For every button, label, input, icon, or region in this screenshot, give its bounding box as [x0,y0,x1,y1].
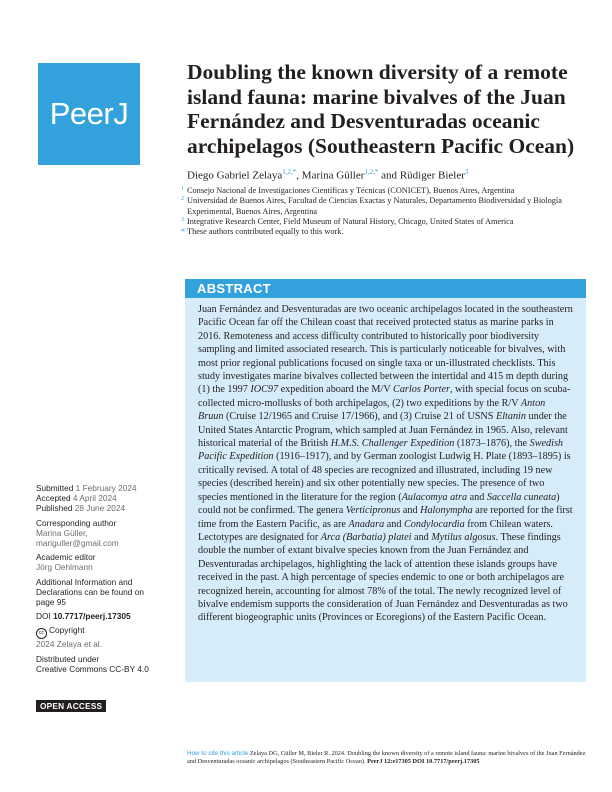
author-affil-marker: 1,2,* [364,168,379,176]
abstract-text-segment: . These findings double the number of extant bivalve species known from the Juan Fernández and Desventuradas archipelagos, highlighting the lack of attention these islands groups have received in the past. A high percentage of species endemic to one or both archipelagos are recognized herein, accounting for almost 78% of the total. The newly recognized level of bivalve endemism supports the consideration of Juan Fernández and Desventuradas as two different biogeographic units (Provinces or Ecoregions) of the Eastern Pacific Ocean. [198,531,568,624]
creative-commons-icon: cc [36,628,47,639]
editor-name: Jörg Oehlmann [36,562,93,573]
affiliation-text: Integrative Research Center, Field Museum of Natural History, Chicago, United States of America [187,216,514,226]
abstract-italic-term: Aulacomya atra [401,491,468,503]
abstract-italic-term: Condylocardia [403,518,465,530]
doi-row [36,611,174,621]
published-label: Published [36,503,73,514]
cite-text: Zelaya DG, Güller M, Bieler R. 2024. Doubling the known diversity of a remote island fauna: marine bivalves of the Juan Fernández and Desventuradas oceanic archipelagos (Southeastern Pacific Ocean). [187,750,586,766]
accepted-date: 4 April 2024 [72,493,117,504]
author-name: Rüdiger Bieler [399,169,465,182]
abstract-text-segment: and [411,531,432,543]
abstract-italic-term: Halonympha [420,505,473,517]
affiliation-text: Consejo Nacional de Investigaciones Científicas y Técnicas (CONICET), Buenos Aires, Argentina [187,186,515,195]
author-affil-marker: 3 [464,168,469,176]
abstract-italic-term: IOC97 [250,384,279,396]
corresponding-name: Marina Güller, [36,527,88,538]
author-affil-marker: 1,2,* [282,168,297,176]
copyright-label: Copyright [49,625,85,636]
abstract-text-segment: , with special focus on scuba-collected micro-mollusks of both archipelagos, (2) two expeditions by the R/V [198,384,571,409]
additional-info-line: Declarations can be found on [36,586,144,597]
article-info-sidebar [36,483,174,674]
corresponding-label: Corresponding author [36,517,117,528]
editor-label: Academic editor [36,552,96,563]
abstract-box [185,279,586,682]
equal-contribution-note [181,227,581,237]
affiliation-item [181,196,581,217]
abstract-heading: ABSTRACT [185,279,586,298]
abstract-text-segment: and [467,491,487,503]
abstract-italic-term: Mytilus algosus [431,531,496,543]
doi-link[interactable]: 10.7717/peerj.17305 [53,611,131,622]
abstract-italic-term: Swedish Pacific Expedition [198,438,564,463]
article-title: Doubling the known diversity of a remote island fauna: marine bivalves of the Juan Fernández and Desventuradas oceanic archipelagos (Southeastern Pacific Ocean) [187,60,575,158]
abstract-italic-term: Anton Bruun [198,397,546,423]
abstract-text-segment: under the United States Antarctic Program, which sampled at Juan Fernández in 1965. Also, relevant historical material of the British [198,411,568,450]
submitted-row [36,483,174,493]
affiliation-item [181,217,581,227]
doi-label: DOI [36,611,51,622]
abstract-italic-term: Verticipronus [345,505,401,517]
abstract-text-segment: and [400,505,421,517]
submitted-date: 1 February 2024 [75,483,137,493]
asterisk-mark: * [181,227,186,237]
abstract-text-segment: Juan Fernández and Desventuradas are two oceanic archipelagos located in the southeastern Pacific Ocean far off the Chilean coast that received protected status as marine parks in 2016. Remoteness and access difficulty contributed to historically poor biodiversity sampling and limited associated research. This is particularly noticeable for bivalves, with most prior regional publications focused on single taxa or un-illustrated checklists. This study investigates marine bivalves collected between the intertidal and 415 m depth during (1) the 1997 [198,304,573,396]
affiliation-number: 3 [181,216,184,223]
affiliation-list [181,186,581,237]
published-row [36,503,174,513]
author-name: Diego Gabriel Zelaya [187,169,283,182]
abstract-text-segment: from Chilean waters. Lectotypes are designated for [198,518,553,543]
affiliation-number: 2 [181,196,184,203]
license-line: Distributed under [36,653,100,664]
submitted-label: Submitted [36,483,74,493]
license-line[interactable]: Creative Commons CC-BY 4.0 [36,663,149,674]
additional-info-line: Additional Information and [36,576,133,587]
abstract-text-segment: and [384,518,404,530]
affiliation-item [181,186,581,196]
accepted-label: Accepted [36,493,71,504]
abstract-text-segment: expedition aboard the M/V [278,384,394,396]
corresponding-email[interactable]: mariguller@gmail.com [36,538,119,549]
additional-info-line: page 95 [36,597,66,608]
peerj-logo [38,63,140,165]
copyright-row [36,625,174,639]
equal-contribution-text: These authors contributed equally to this work. [187,227,344,237]
author-name: Marina Güller [301,169,365,182]
author-list [187,165,587,183]
copyright-value: 2024 Zelaya et al. [36,639,102,650]
abstract-italic-term: Saccella cuneata [486,491,557,503]
abstract-italic-term: H.M.S. Challenger Expedition [330,438,455,450]
author-separator: and [378,169,400,182]
abstract-text-segment: (Cruise 12/1965 and Cruise 17/1966), and (3) Cruise 21 of USNS [223,411,496,423]
abstract-text-segment: (1873–1876), the [454,438,530,450]
abstract-italic-term: Carlos Porter [393,384,450,396]
author-separator: , [296,169,302,182]
accepted-row [36,493,174,503]
abstract-body [185,298,586,625]
logo-text: Peer [49,96,114,131]
open-access-badge: OPEN ACCESS [36,700,106,712]
abstract-text-segment: (1916–1917), and by German zoologist Ludwig H. Plate (1893–1895) is critically revised. A total of 48 species are recognized and illustrated, including 19 new species (described herein) and six other potentially new species. The presence of two species mentioned in the literature for the region ( [198,451,571,503]
abstract-text-segment: are reported for the first time from the Eastern Pacific, as are [198,505,573,530]
logo-text-j: J [113,96,129,131]
affiliation-text: Universidad de Buenos Aires, Facultad de Ciencias Exactas y Naturales, Departamento Biodiversidad y Biología Experimental, Buenos Aires, Argentina [187,196,562,216]
cite-lead: How to cite this article [187,750,249,757]
abstract-italic-term: Anadara [348,518,385,530]
abstract-text-segment: ) could not be confirmed. The genera [198,491,560,517]
cite-bold[interactable]: PeerJ 12:e17305 DOI 10.7717/peerj.17305 [367,758,480,766]
published-date: 28 June 2024 [74,503,126,514]
affiliation-number: 1 [181,186,184,192]
how-to-cite [187,750,587,767]
abstract-italic-term: Arca (Barbatia) platei [320,531,412,543]
abstract-italic-term: Eltanin [495,411,526,423]
